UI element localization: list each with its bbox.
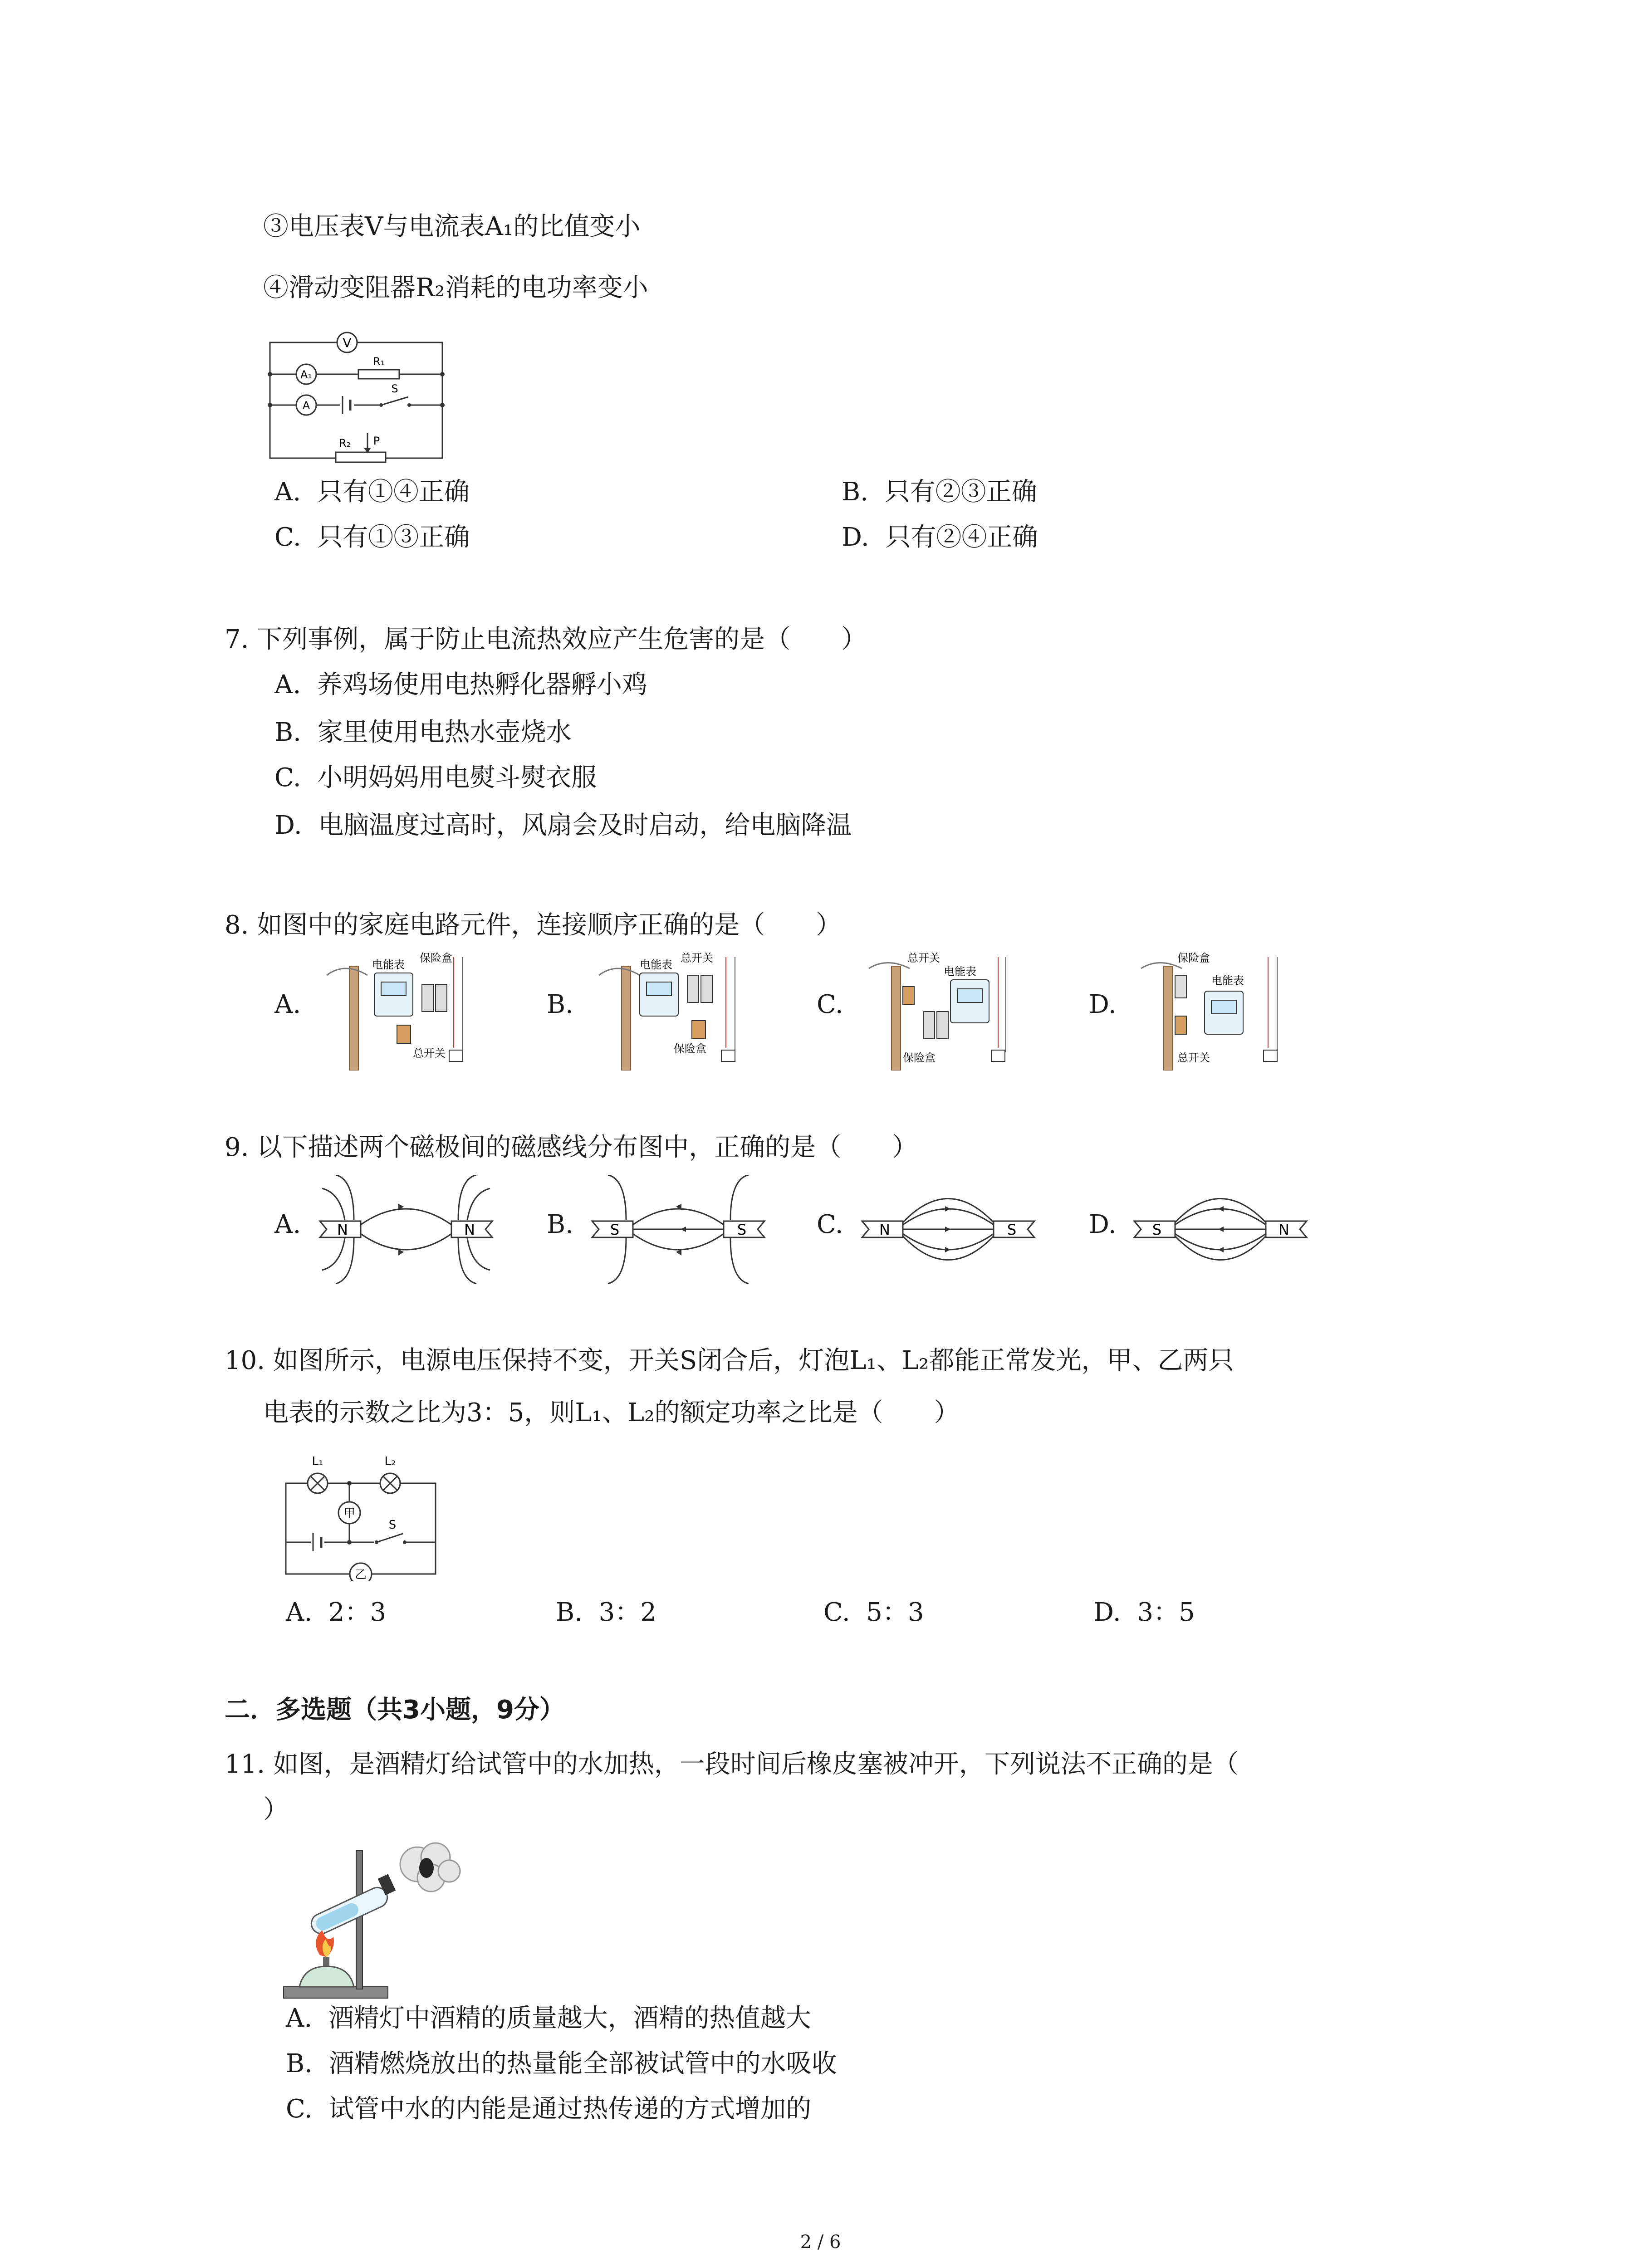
q6-circuit-figure [268, 324, 449, 465]
meter-jia-label: 甲 [343, 1507, 356, 1520]
q10-stem-line-1: 10. 如图所示，电源电压保持不变，开关S闭合后，灯泡L₁、L₂都能正常发光，甲、乙两只 [225, 1346, 1234, 1375]
voltmeter-symbol [337, 332, 357, 352]
q8-option-c-figure[interactable] [860, 948, 1009, 1070]
q10-option-a[interactable]: A. 2：3 [286, 1598, 387, 1627]
q8-c-label-3: 保险盒 [903, 1051, 936, 1064]
q11-stem-line-1: 11. 如图，是酒精灯给试管中的水加热，一段时间后橡皮塞被冲开，下列说法不正确的是（ [225, 1750, 1239, 1779]
q8-option-c-key[interactable]: C. [817, 990, 843, 1019]
q8-a-label-3: 总开关 [413, 1047, 446, 1060]
meter-jia-symbol [338, 1502, 360, 1524]
battery-symbol [340, 396, 354, 414]
ammeter-a1-symbol [296, 364, 316, 384]
q8-d-label-1: 保险盒 [1177, 952, 1210, 964]
q8-d-label-3: 总开关 [1177, 1051, 1210, 1064]
slider-p-label: P [373, 435, 380, 447]
q11-option-b[interactable]: B. 酒精燃烧放出的热量能全部被试管中的水吸收 [286, 2049, 837, 2078]
q6-option-d[interactable]: D. 只有②④正确 [842, 523, 1038, 552]
q11-option-a[interactable]: A. 酒精灯中酒精的质量越大，酒精的热值越大 [286, 2004, 811, 2033]
q8-option-a-key[interactable]: A. [274, 990, 301, 1019]
q8-d-label-2: 电能表 [1211, 974, 1244, 987]
q8-option-d-key[interactable]: D. [1089, 990, 1117, 1019]
q9-option-d-figure[interactable] [1132, 1175, 1309, 1284]
page-number: 2 / 6 [800, 2232, 841, 2253]
q8-a-label-2: 电能表 [372, 958, 405, 971]
q10-option-d[interactable]: D. 3：5 [1093, 1598, 1195, 1627]
q9-d-left-pole: S [1152, 1221, 1162, 1238]
lamp-l2-symbol [380, 1455, 400, 1493]
battery-symbol [311, 1533, 324, 1551]
q9-option-d-key[interactable]: D. [1089, 1210, 1117, 1239]
q6-option-c[interactable]: C. 只有①③正确 [274, 523, 470, 552]
q9-option-a-key[interactable]: A. [274, 1210, 301, 1239]
q11-apparatus-figure [281, 1833, 463, 2000]
q9-option-a-figure[interactable] [318, 1175, 495, 1284]
q7-option-d[interactable]: D. 电脑温度过高时，风扇会及时启动，给电脑降温 [274, 811, 852, 840]
q8-stem: 8. 如图中的家庭电路元件，连接顺序正确的是（ ） [225, 910, 842, 940]
switch-label: S [391, 382, 398, 395]
q9-option-b-key[interactable]: B. [547, 1210, 573, 1239]
q9-b-right-pole: S [737, 1221, 747, 1238]
q9-d-right-pole: N [1279, 1221, 1289, 1238]
ammeter-a1-label: A₁ [300, 368, 313, 381]
l2-label: L₂ [384, 1455, 396, 1468]
q6-option-b[interactable]: B. 只有②③正确 [842, 477, 1037, 507]
q8-option-d-figure[interactable] [1132, 948, 1282, 1070]
q10-stem-line-2: 电表的示数之比为3：5，则L₁、L₂的额定功率之比是（ ） [263, 1398, 960, 1427]
q8-b-label-1: 电能表 [640, 958, 672, 971]
l1-label: L₁ [312, 1455, 323, 1468]
q9-c-left-pole: N [879, 1221, 890, 1238]
q8-c-label-1: 总开关 [907, 952, 940, 964]
q9-option-c-figure[interactable] [860, 1175, 1037, 1284]
ammeter-a-symbol [296, 395, 316, 415]
meter-yi-label: 乙 [354, 1568, 367, 1581]
r1-label: R₁ [372, 355, 385, 368]
switch-s-symbol [379, 382, 411, 409]
q10-circuit-figure [277, 1445, 440, 1581]
q7-option-a[interactable]: A. 养鸡场使用电热孵化器孵小鸡 [274, 670, 647, 699]
q9-option-b-figure[interactable] [590, 1175, 767, 1284]
q7-stem: 7. 下列事例，属于防止电流热效应产生危害的是（ ） [225, 625, 867, 654]
q9-a-right-pole: N [464, 1221, 475, 1238]
q8-c-label-2: 电能表 [944, 965, 976, 978]
r2-label: R₂ [338, 437, 351, 450]
q6-option-a[interactable]: A. 只有①④正确 [274, 477, 470, 507]
q6-statement-4: ④滑动变阻器R₂消耗的电功率变小 [263, 273, 648, 303]
q9-option-c-key[interactable]: C. [817, 1210, 843, 1239]
switch-s-label: S [388, 1518, 397, 1532]
q10-option-b[interactable]: B. 3：2 [556, 1598, 656, 1627]
q8-option-a-figure[interactable] [318, 948, 467, 1070]
q7-option-b[interactable]: B. 家里使用电热水壶烧水 [274, 718, 572, 747]
q10-option-c[interactable]: C. 5：3 [823, 1598, 924, 1627]
meter-yi-symbol [350, 1563, 372, 1581]
q6-statement-3: ③电压表V与电流表A₁的比值变小 [263, 212, 641, 241]
q8-option-b-key[interactable]: B. [547, 990, 573, 1019]
q9-stem: 9. 以下描述两个磁极间的磁感线分布图中，正确的是（ ） [225, 1133, 918, 1162]
q9-a-left-pole: N [337, 1221, 348, 1238]
lamp-l1-symbol [308, 1455, 328, 1493]
q9-b-left-pole: S [610, 1221, 620, 1238]
q11-option-c[interactable]: C. 试管中水的内能是通过热传递的方式增加的 [286, 2094, 812, 2124]
resistor-r1-symbol [358, 355, 399, 379]
q7-option-c[interactable]: C. 小明妈妈用电熨斗熨衣服 [274, 763, 597, 792]
ammeter-a-label: A [302, 399, 310, 412]
q8-a-label-1: 保险盒 [420, 952, 452, 964]
voltmeter-label: V [343, 335, 352, 350]
q9-c-right-pole: S [1007, 1221, 1017, 1238]
q8-b-label-3: 保险盒 [674, 1042, 706, 1055]
section-heading: 二．多选题（共3小题，9分） [225, 1695, 565, 1725]
rheostat-r2-symbol [336, 433, 386, 462]
q11-stem-line-2: ） [263, 1795, 289, 1824]
switch-s-symbol [374, 1518, 407, 1547]
test-tube [308, 1884, 391, 1937]
q8-option-b-figure[interactable] [590, 948, 740, 1070]
q8-b-label-2: 总开关 [681, 952, 713, 964]
